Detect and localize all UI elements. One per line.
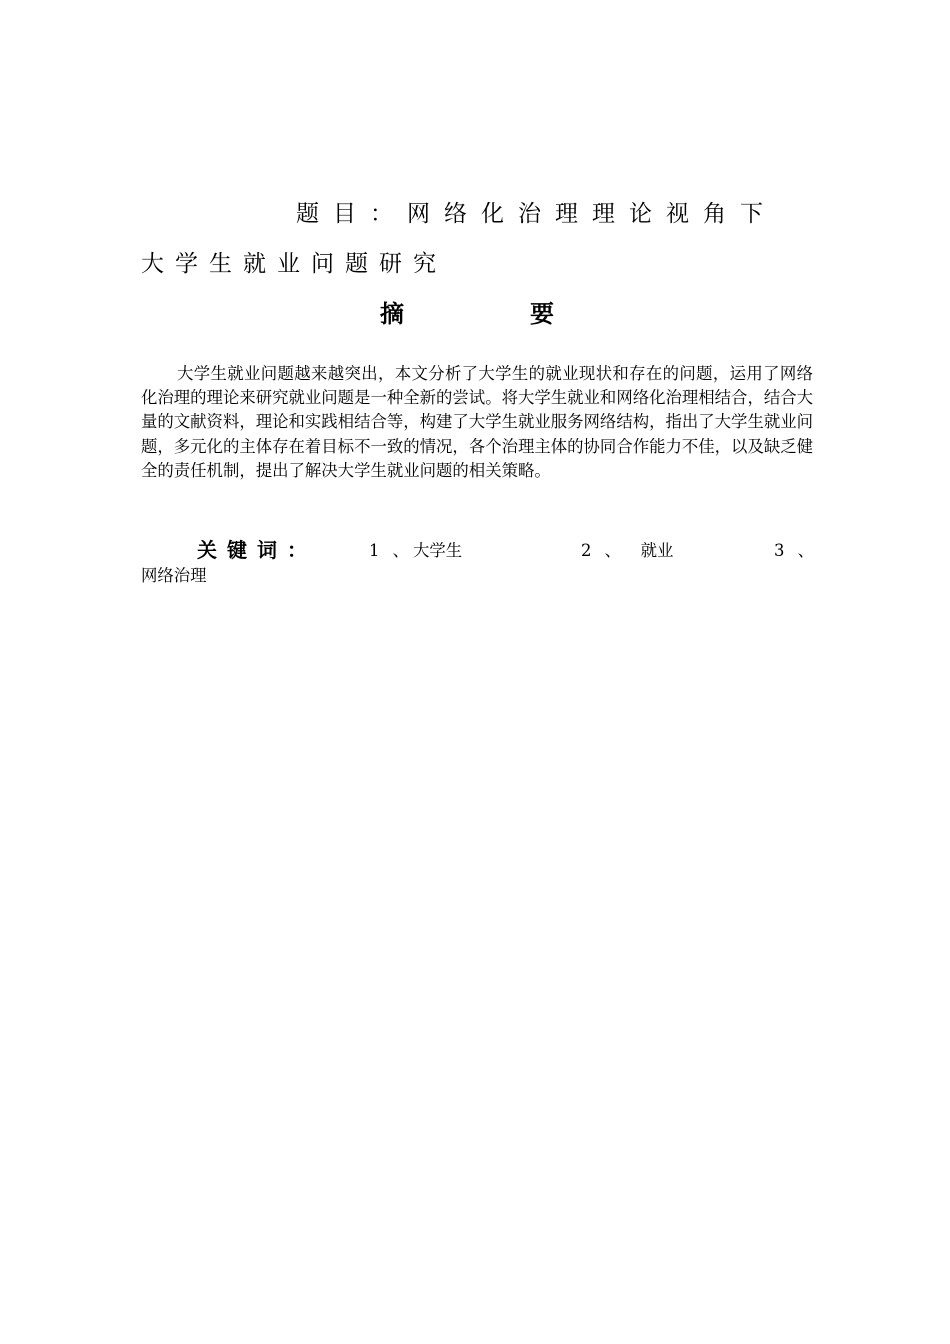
- keyword-item-2: [581, 539, 673, 563]
- abstract-heading-char-1: 摘: [380, 300, 404, 328]
- title-line-1: 题目：网络化治理理论视角下: [296, 201, 777, 227]
- keyword-number-2: 2 、: [581, 541, 626, 560]
- keyword-item-1: [369, 539, 462, 563]
- keyword-number-3: 3 、: [774, 541, 819, 560]
- keyword-text-2: 就业: [640, 541, 674, 560]
- title-line-2: 大学生就业问题研究: [141, 251, 447, 277]
- abstract-heading-char-2: 要: [530, 300, 554, 328]
- keyword-text-1: 大学生: [413, 541, 463, 560]
- keyword-text-3: 网络治理: [141, 566, 207, 585]
- keywords-label: 关键词：: [197, 538, 317, 562]
- abstract-body: 大学生就业问题越来越突出，本文分析了大学生的就业现状和存在的问题，运用了网络化治理的理论来研究就业问题是一种全新的尝试。将大学生就业和网络化治理相结合，结合大量的文献资料，理论和实践相结合等，构建了大学生就业服务网络结构，指出了大学生就业问题，多元化的主体存在着目标不一致的情况，各个治理主体的协同合作能力不佳，以及缺乏健全的责任机制，提出了解决大学生就业问题的相关策略。: [141, 364, 814, 480]
- keyword-number-1: 1 、: [369, 541, 414, 560]
- keywords-section: [141, 536, 821, 596]
